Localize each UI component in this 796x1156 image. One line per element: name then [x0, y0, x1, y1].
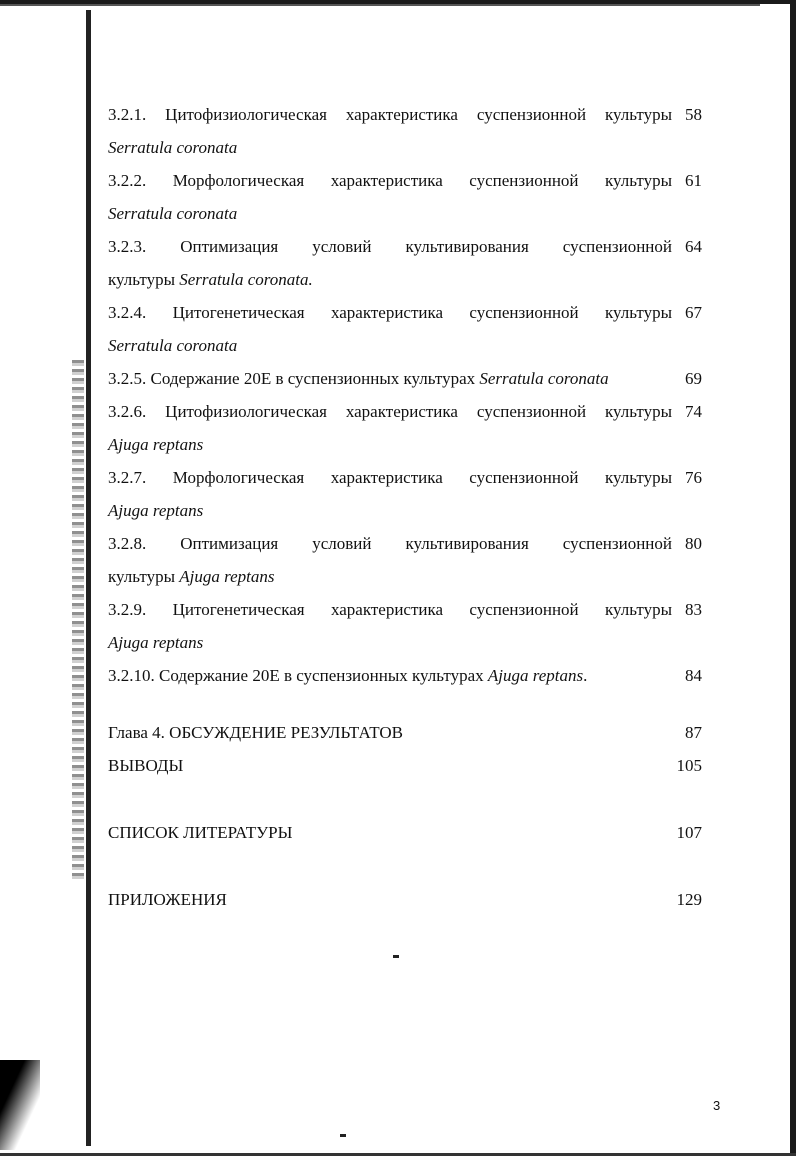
toc-page-number: 83	[685, 600, 702, 619]
species-name: Serratula coronata.	[179, 270, 313, 289]
title-prefix: культуры	[108, 567, 180, 586]
species-name: Ajuga reptans	[179, 567, 275, 586]
title-suffix: .	[583, 666, 588, 685]
toc-page-number: 69	[685, 369, 702, 388]
toc-entry-3-2-5	[108, 362, 712, 395]
species-name: Ajuga reptans	[108, 435, 204, 454]
scan-right-edge	[790, 0, 796, 1156]
toc-page-number: 76	[685, 468, 702, 487]
toc-entry-title: 3.2.1. Цитофизиологическая характеристика суспензионной культуры	[108, 105, 672, 124]
toc-entry-title-continued	[108, 626, 712, 659]
toc-entry-references	[108, 816, 712, 849]
toc-page-number: 107	[676, 823, 702, 842]
toc-entry-3-2-3	[108, 230, 712, 296]
toc-entry-3-2-2	[108, 164, 712, 230]
toc-entry-appendices	[108, 883, 712, 916]
toc-page-number: 129	[676, 890, 702, 909]
toc-entry-3-2-7	[108, 461, 712, 527]
toc-entry-title: 3.2.9. Цитогенетическая характеристика суспензионной культуры	[108, 600, 672, 619]
toc-entry-chapter-4	[108, 716, 712, 749]
toc-entry-title-continued	[108, 329, 712, 362]
species-name: Ajuga reptans	[108, 633, 204, 652]
toc-entry-title: 3.2.3. Оптимизация условий культивирования суспензионной	[108, 237, 672, 256]
toc-page-number: 84	[685, 666, 702, 685]
title-prefix: 3.2.10. Содержание 20Е в суспензионных культурах	[108, 666, 488, 685]
toc-entry-title-continued	[108, 263, 712, 296]
toc-entry-title: 3.2.8. Оптимизация условий культивирования суспензионной	[108, 534, 672, 553]
toc-page-number: 58	[685, 105, 702, 124]
toc-entry-title: 3.2.4. Цитогенетическая характеристика суспензионной культуры	[108, 303, 672, 322]
title-prefix: 3.2.5. Содержание 20Е в суспензионных культурах	[108, 369, 480, 388]
toc-entry-3-2-10	[108, 659, 712, 692]
species-name: Serratula coronata	[108, 336, 238, 355]
toc-entry-title: Глава 4. ОБСУЖДЕНИЕ РЕЗУЛЬТАТОВ	[108, 723, 404, 742]
page-number: 3	[713, 1098, 721, 1113]
toc-entry-title: 3.2.7. Морфологическая характеристика суспензионной культуры	[108, 468, 672, 487]
toc-page-number: 105	[676, 756, 702, 775]
species-name: Serratula coronata	[479, 369, 609, 388]
toc-page-number: 64	[685, 237, 702, 256]
species-name: Serratula coronata	[108, 138, 238, 157]
toc-entry-title	[108, 659, 712, 692]
scan-binding-shadow	[72, 360, 84, 880]
toc-page-number: 61	[685, 171, 702, 190]
scan-binding-line	[86, 10, 91, 1146]
toc-page-number: 67	[685, 303, 702, 322]
species-name: Serratula coronata	[108, 204, 238, 223]
toc-entry-title-continued	[108, 494, 712, 527]
table-of-contents	[108, 98, 712, 916]
toc-entry-title-continued	[108, 560, 712, 593]
scan-corner-shadow	[0, 1060, 40, 1150]
toc-entry-title	[108, 362, 712, 395]
toc-entry-3-2-6	[108, 395, 712, 461]
toc-entry-3-2-4	[108, 296, 712, 362]
toc-entry-3-2-1	[108, 98, 712, 164]
toc-entry-title: ВЫВОДЫ	[108, 756, 184, 775]
toc-entry-title-continued	[108, 131, 712, 164]
title-prefix: культуры	[108, 270, 180, 289]
scan-speck	[340, 1134, 346, 1137]
toc-entry-title: 3.2.2. Морфологическая характеристика суспензионной культуры	[108, 171, 672, 190]
toc-entry-title-continued	[108, 428, 712, 461]
toc-entry-3-2-9	[108, 593, 712, 659]
toc-page-number: 80	[685, 534, 702, 553]
toc-page-number: 74	[685, 402, 702, 421]
toc-entry-3-2-8	[108, 527, 712, 593]
toc-entry-title: СПИСОК ЛИТЕРАТУРЫ	[108, 823, 293, 842]
toc-page-number: 87	[685, 723, 702, 742]
toc-entry-title: ПРИЛОЖЕНИЯ	[108, 890, 227, 909]
scan-speck	[393, 955, 399, 958]
scan-top-edge-shadow	[0, 4, 760, 6]
species-name: Ajuga reptans	[108, 501, 204, 520]
toc-entry-conclusions	[108, 749, 712, 782]
toc-entry-title: 3.2.6. Цитофизиологическая характеристика суспензионной культуры	[108, 402, 672, 421]
species-name: Ajuga reptans	[487, 666, 584, 685]
toc-entry-title-continued	[108, 197, 712, 230]
